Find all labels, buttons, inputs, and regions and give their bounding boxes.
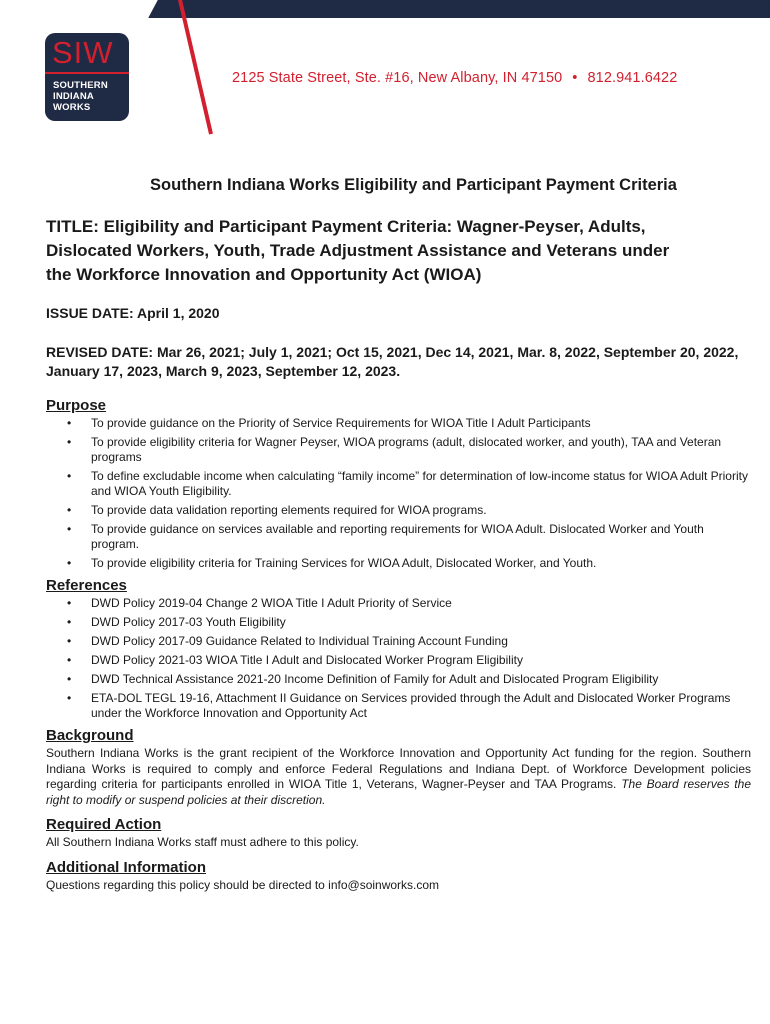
list-item: • DWD Technical Assistance 2021-20 Income Definition of Family for Adult and Dislocated Program Eligibility — [67, 672, 659, 686]
additional-info-heading: Additional Information — [46, 858, 206, 876]
logo-line: SOUTHERN — [53, 80, 108, 91]
required-action-heading: Required Action — [46, 816, 162, 833]
header-contact — [232, 70, 677, 86]
required-action-text: All Southern Indiana Works staff must adhere to this policy. — [46, 835, 359, 849]
title-line: the Workforce Innovation and Opportunity Act (WIOA) — [46, 265, 482, 284]
title-line: Dislocated Workers, Youth, Trade Adjustment Assistance and Veterans under — [46, 241, 670, 260]
background-italic: The Board reserves the right to modify or suspend policies at their discretion. — [46, 777, 751, 807]
additional-info-text: Questions regarding this policy should be directed to info@soinworks.com — [46, 877, 440, 892]
title-line: TITLE: Eligibility and Participant Payment Criteria: Wagner-Peyser, Adults, — [46, 217, 646, 236]
list-item: • DWD Policy 2019-04 Change 2 WIOA Title I Adult Priority of Service — [67, 596, 452, 610]
separator: • — [572, 70, 578, 86]
logo-line: WORKS — [53, 102, 91, 113]
list-item: • To provide data validation reporting elements required for WIOA programs. — [67, 503, 487, 517]
list-item: • To provide eligibility criteria for Training Services for WIOA Adult, Dislocated Worker, and Youth. — [67, 556, 597, 570]
list-item: • ETA-DOL TEGL 19-16, Attachment II Guidance on Services provided through the Adult and Dislocated Worker Programs under the Workforce Innovation and Opportunity Act — [67, 691, 731, 720]
document-heading: Southern Indiana Works Eligibility and Participant Payment Criteria — [150, 176, 677, 194]
logo-abbr: SIW — [52, 35, 114, 70]
document-body — [46, 176, 751, 901]
revised-date: REVISED DATE: Mar 26, 2021; July 1, 2021; Oct 15, 2021, Dec 14, 2021, Mar. 8, 2022, September 20, 2022, January 17, 2023, March 9, 2023, September 12, 2023. — [46, 344, 739, 379]
list-item: • To provide eligibility criteria for Wagner Peyser, WIOA programs (adult, dislocated worker, and youth), TAA and Veteran programs — [67, 435, 722, 464]
logo-line: INDIANA — [53, 91, 94, 102]
references-heading: References — [46, 577, 127, 594]
list-item: • DWD Policy 2017-09 Guidance Related to Individual Training Account Funding — [67, 634, 508, 648]
phone: 812.941.6422 — [587, 70, 678, 86]
list-item: • To define excludable income when calculating “family income” for determination of low-income status for WIOA Adult Priority and WIOA Youth Eligibility. — [67, 469, 748, 498]
list-item: • To provide guidance on services available and reporting requirements for WIOA Adult. Dislocated Worker and Youth program. — [67, 522, 704, 551]
references-list — [46, 596, 751, 721]
list-item: • DWD Policy 2021-03 WIOA Title I Adult and Dislocated Worker Program Eligibility — [67, 653, 523, 667]
background-text: Southern Indiana Works is the grant recipient of the Workforce Innovation and Opportunity Act funding for the region. Southern Indiana Works is required to comply and enforce Federal Regulations and Indiana Dept. of Workforce Development policies regarding criteria for participants enrolled in WIOA Title 1, Veterans, Wagner-Peyser and TAA Programs. The Board reserves the right to modify or suspend policies at their discretion. — [46, 746, 751, 807]
address: 2125 State Street, Ste. #16, New Albany, IN 47150 — [232, 70, 563, 86]
header-red-slash — [178, 0, 213, 134]
purpose-list — [46, 416, 751, 571]
header-navy-band — [163, 0, 770, 18]
list-item: • To provide guidance on the Priority of Service Requirements for WIOA Title I Adult Participants — [67, 416, 591, 430]
list-item: • DWD Policy 2017-03 Youth Eligibility — [67, 615, 286, 629]
issue-date: ISSUE DATE: April 1, 2020 — [46, 305, 220, 321]
document-title — [46, 215, 751, 287]
purpose-heading: Purpose — [46, 397, 107, 414]
siw-logo — [45, 33, 129, 121]
logo-text — [53, 80, 108, 113]
background-heading: Background — [46, 727, 134, 744]
